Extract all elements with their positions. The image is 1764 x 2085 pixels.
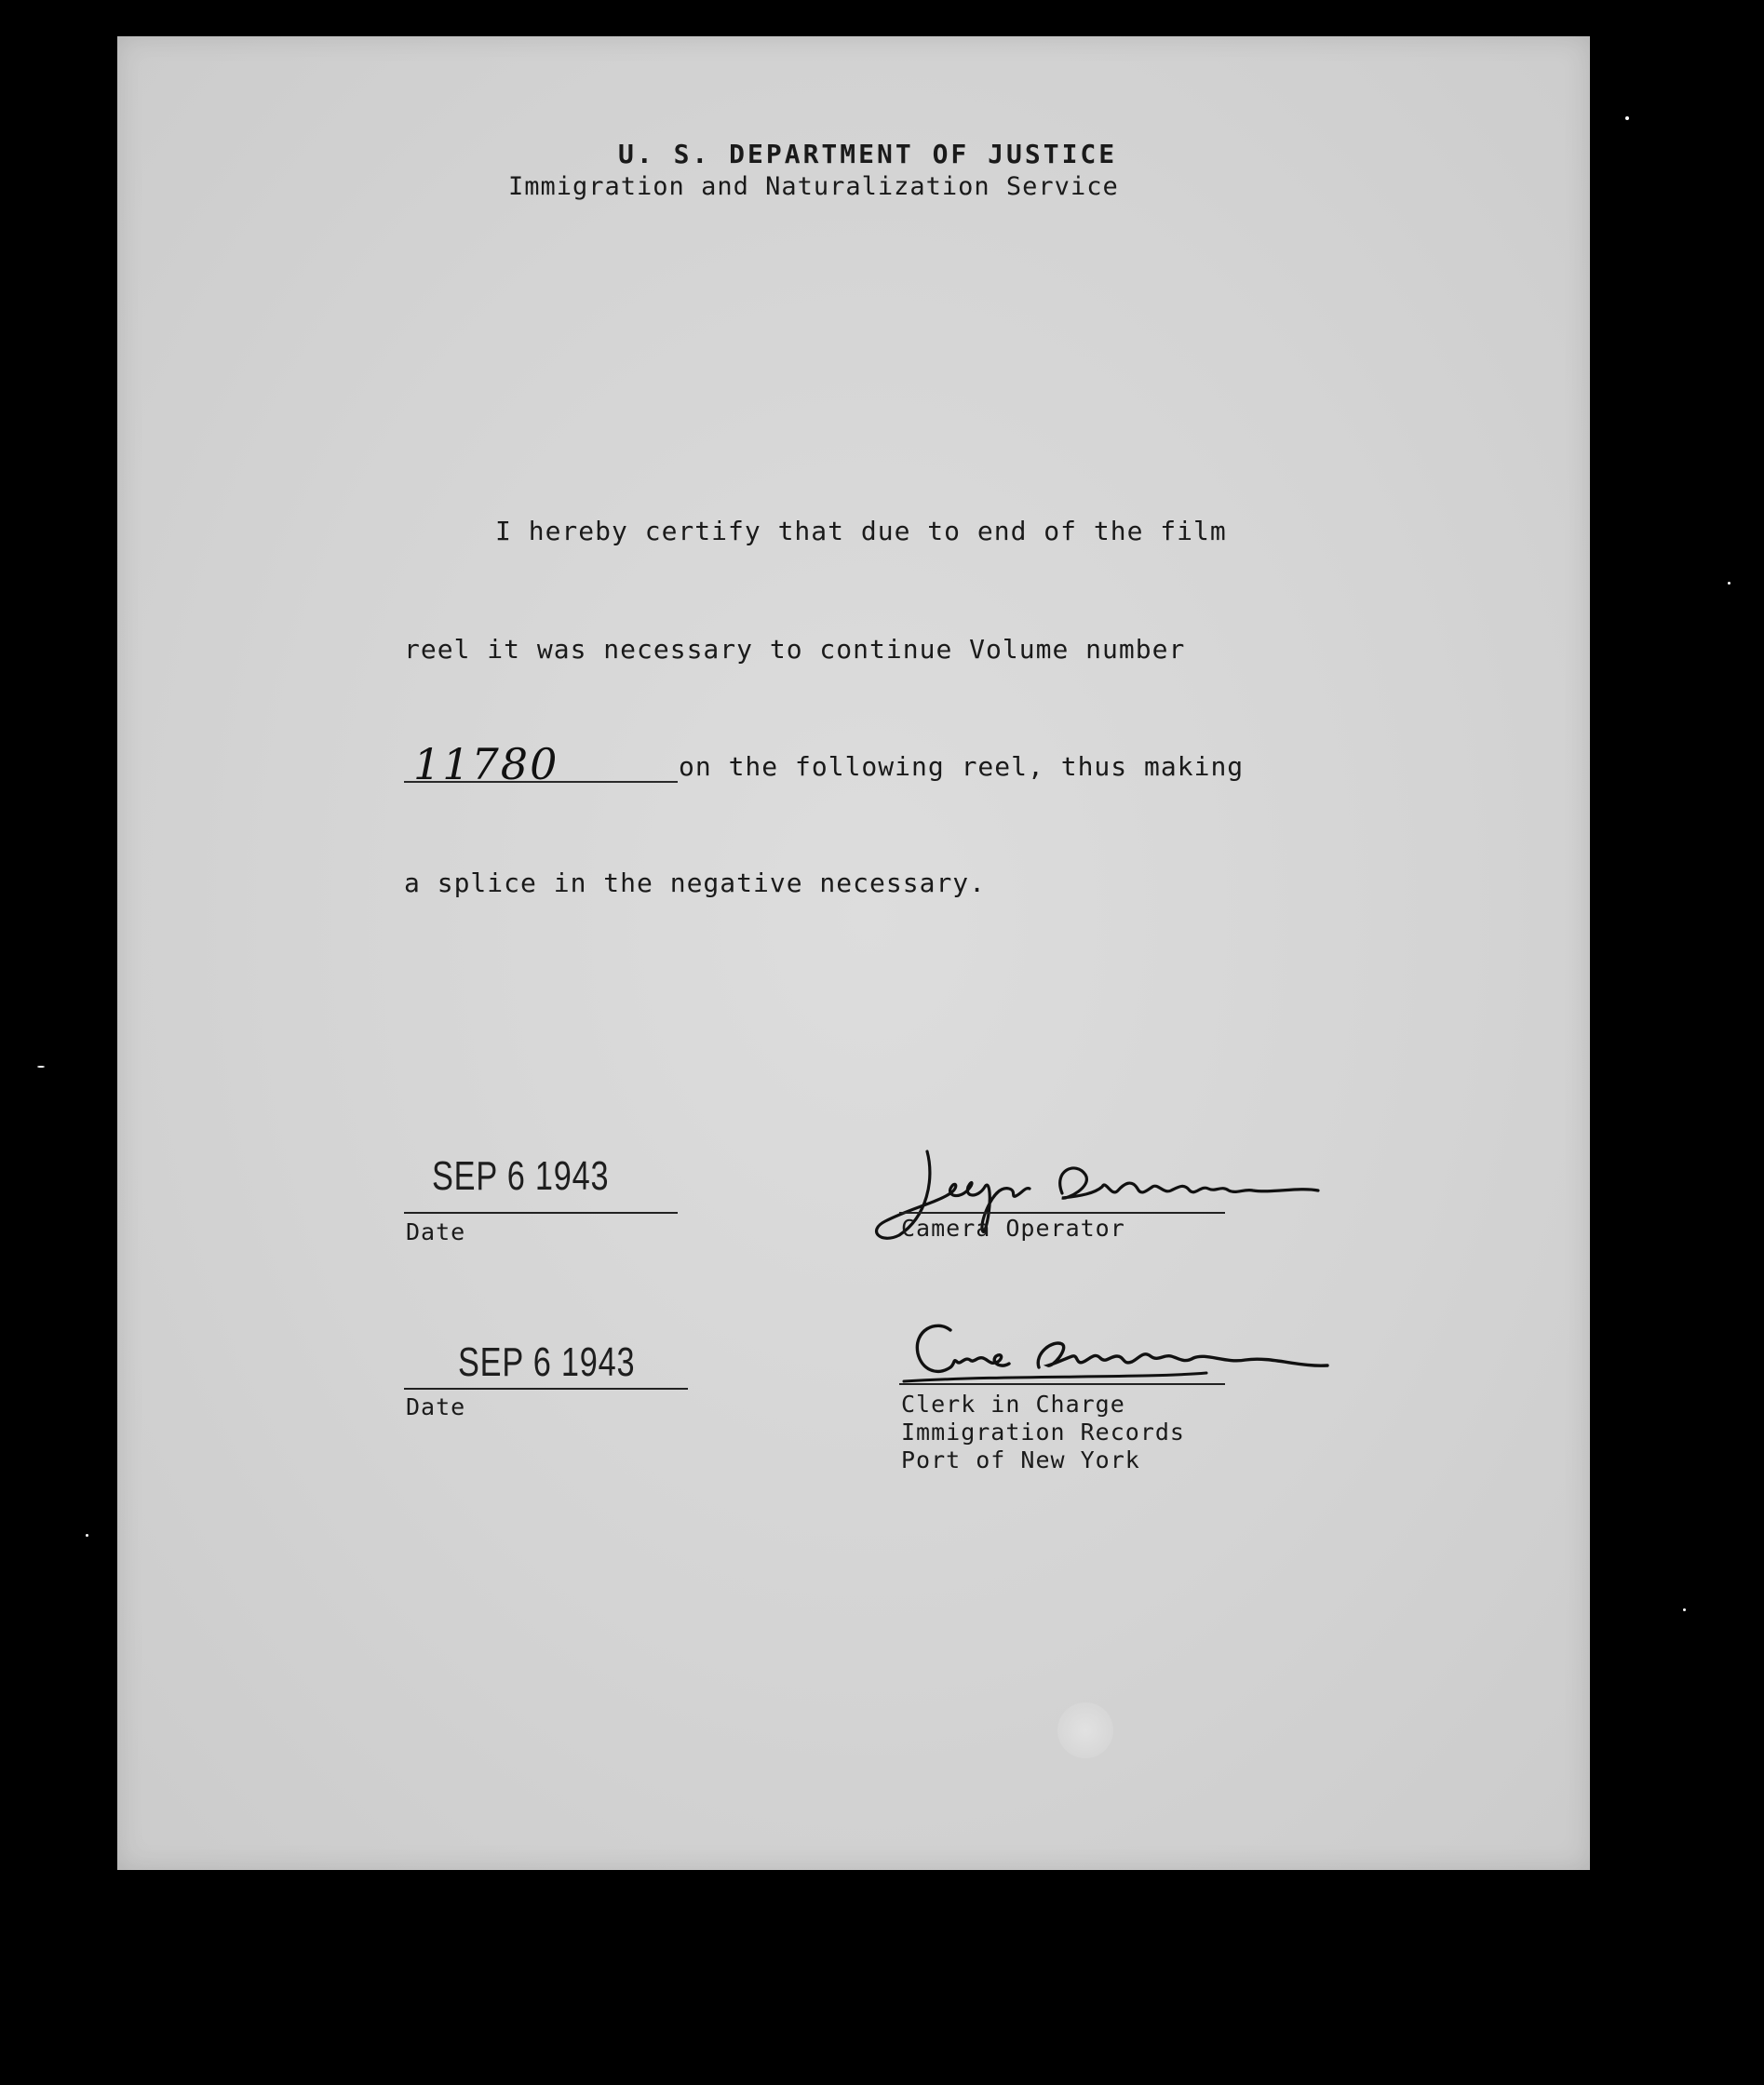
scan-artifact (1057, 1702, 1113, 1758)
certification-line-1: I hereby certify that due to end of the film (495, 516, 1227, 546)
clerk-date-stamp: SEP 6 1943 (458, 1339, 636, 1385)
camera-operator-rule (899, 1212, 1225, 1214)
handwritten-volume-number: 11780 (413, 739, 559, 789)
clerk-role-label: Clerk in Charge (901, 1391, 1125, 1418)
scan-speck (1683, 1608, 1686, 1611)
certification-line-4: a splice in the negative necessary. (404, 868, 987, 898)
clerk-date-label: Date (406, 1393, 466, 1420)
certification-line-3: on the following reel, thus making (679, 751, 1245, 782)
clerk-date-rule (404, 1388, 688, 1390)
scan-speck (86, 1534, 88, 1537)
clerk-office-label: Immigration Records (901, 1419, 1185, 1446)
department-heading: U. S. DEPARTMENT OF JUSTICE (618, 139, 1118, 169)
clerk-port-label: Port of New York (901, 1446, 1140, 1473)
camera-date-label: Date (406, 1218, 466, 1245)
scan-speck (1728, 582, 1730, 585)
camera-date-rule (404, 1212, 678, 1214)
camera-date-stamp: SEP 6 1943 (432, 1153, 610, 1199)
scan-speck (1625, 116, 1629, 120)
paper-sheet (117, 36, 1590, 1870)
camera-operator-label: Camera Operator (901, 1215, 1125, 1242)
clerk-signature-rule (899, 1383, 1225, 1385)
certification-line-2: reel it was necessary to continue Volume number (404, 634, 1186, 665)
service-subheading: Immigration and Naturalization Service (508, 172, 1119, 201)
scan-speck (37, 1066, 45, 1068)
clerk-signature (899, 1312, 1337, 1400)
